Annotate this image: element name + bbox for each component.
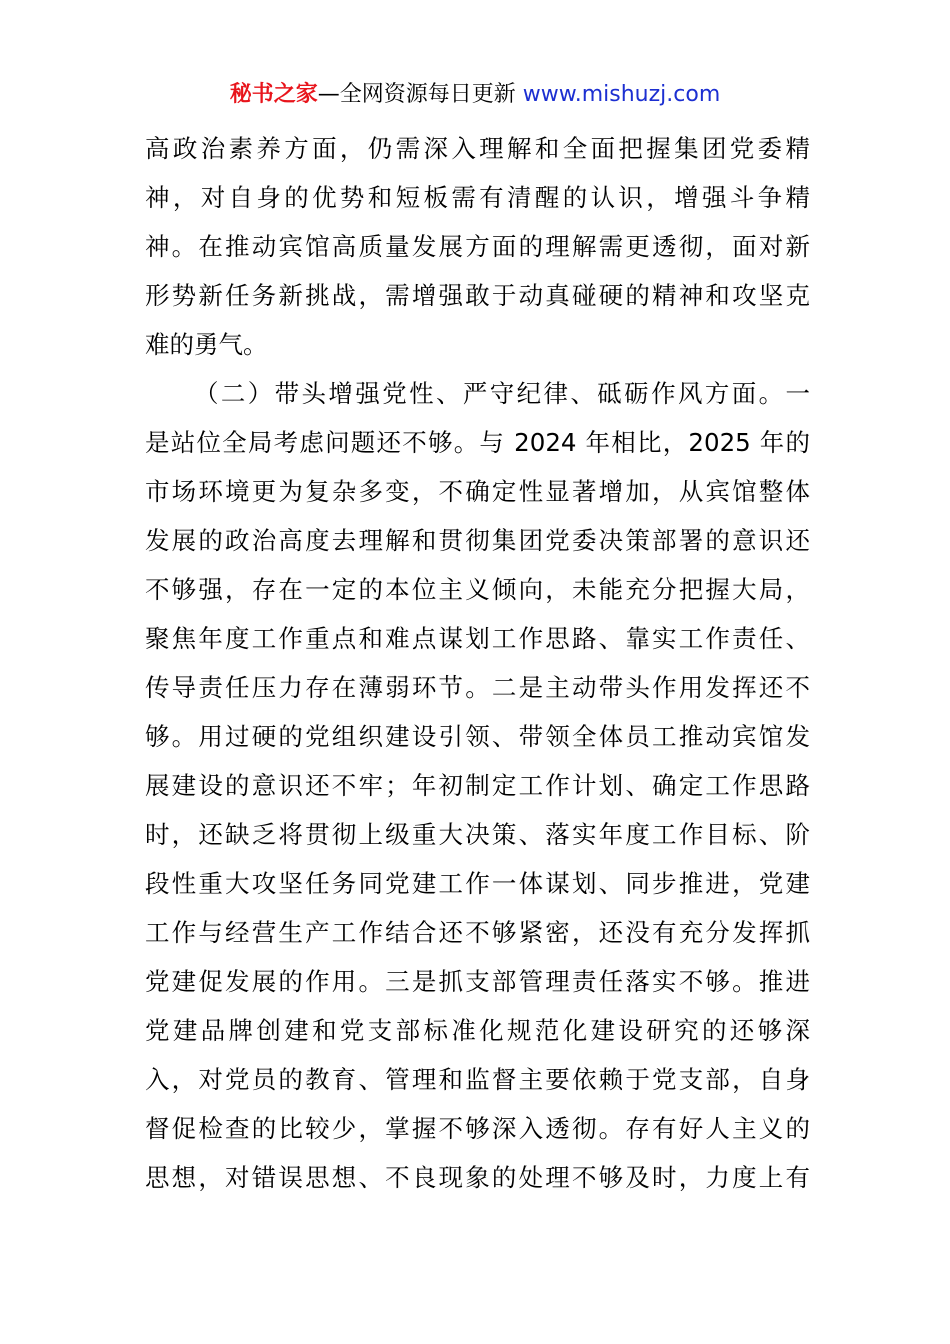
text-line: 不够强，存在一定的本位主义倾向，未能充分把握大局， — [145, 575, 810, 604]
site-url-link[interactable]: www.mishuzj.com — [522, 82, 721, 107]
text-line: 高政治素养方面，仍需深入理解和全面把握集团党委精 — [145, 134, 810, 163]
text-line: 入，对党员的教育、管理和监督主要依赖于党支部，自身 — [145, 1065, 810, 1094]
text-line: 督促检查的比较少，掌握不够深入透彻。存有好人主义的 — [145, 1114, 810, 1143]
text-line: 神，对自身的优势和短板需有清醒的认识，增强斗争精 — [145, 183, 810, 212]
text-line: 党建促发展的作用。三是抓支部管理责任落实不够。推进 — [145, 967, 810, 996]
text-line: 聚焦年度工作重点和难点谋划工作思路、靠实工作责任、 — [145, 624, 810, 653]
text-line: 难的勇气。 — [145, 330, 268, 359]
text-line: 党建品牌创建和党支部标准化规范化建设研究的还够深 — [145, 1016, 810, 1045]
text-line: 工作与经营生产工作结合还不够紧密，还没有充分发挥抓 — [145, 918, 810, 947]
text-line: 时，还缺乏将贯彻上级重大决策、落实年度工作目标、阶 — [145, 820, 810, 849]
page-header — [0, 80, 950, 110]
text-line: 展建设的意识还不牢；年初制定工作计划、确定工作思路 — [145, 771, 810, 800]
text-line: 神。在推动宾馆高质量发展方面的理解需更透彻，面对新 — [145, 232, 810, 261]
text-line: 够。用过硬的党组织建设引领、带领全体员工推动宾馆发 — [145, 722, 810, 751]
text-line: 形势新任务新挑战，需增强敢于动真碰硬的精神和攻坚克 — [145, 281, 810, 310]
header-tagline: —全网资源每日更新 — [317, 82, 516, 107]
section-heading-line: （二）带头增强党性、严守纪律、砥砺作风方面。一 — [194, 379, 810, 408]
text-line: 思想，对错误思想、不良现象的处理不够及时，力度上有 — [145, 1163, 810, 1192]
text-line: 段性重大攻坚任务同党建工作一体谋划、同步推进，党建 — [145, 869, 810, 898]
text-line: 发展的政治高度去理解和贯彻集团党委决策部署的意识还 — [145, 526, 810, 555]
brand-name: 秘书之家 — [229, 82, 318, 107]
text-line: 传导责任压力存在薄弱环节。二是主动带头作用发挥还不 — [145, 673, 810, 702]
text-line: 市场环境更为复杂多变，不确定性显著增加，从宾馆整体 — [145, 477, 810, 506]
text-line: 是站位全局考虑问题还不够。与 2024 年相比，2025 年的 — [145, 428, 810, 457]
document-body — [145, 124, 810, 1202]
